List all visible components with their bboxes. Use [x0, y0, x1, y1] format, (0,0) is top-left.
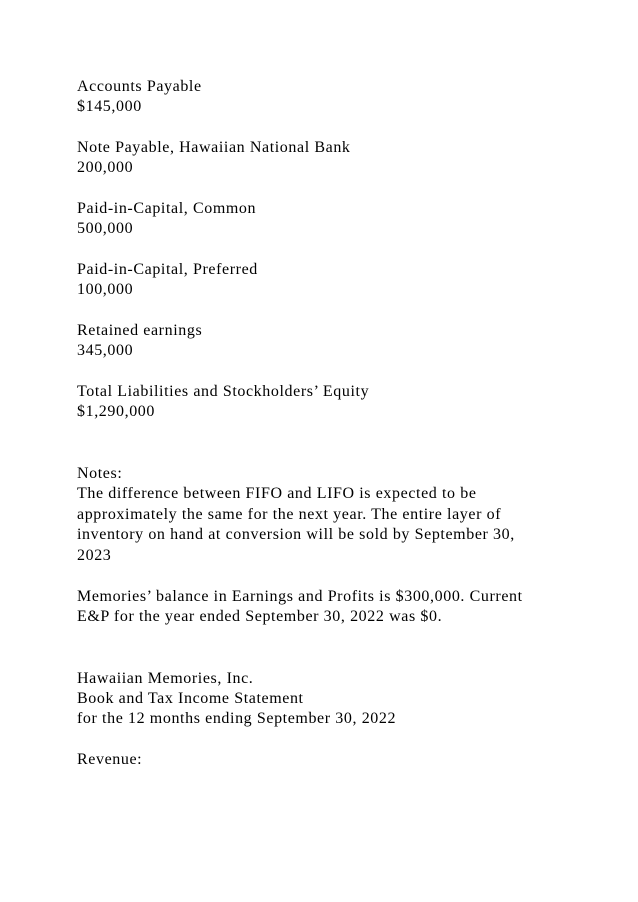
total-liabilities-label: Total Liabilities and Stockholders’ Equity	[77, 383, 370, 400]
accounts-payable-value: $145,000	[77, 98, 142, 115]
notes-para2-line: Memories’ balance in Earnings and Profits is $300,000. Current	[77, 588, 523, 605]
note-payable-value: 200,000	[77, 159, 134, 176]
revenue-label: Revenue:	[77, 751, 143, 768]
retained-earnings-label: Retained earnings	[77, 322, 203, 339]
accounts-payable-label: Accounts Payable	[77, 78, 202, 95]
retained-earnings-value: 345,000	[77, 342, 134, 359]
pic-common-value: 500,000	[77, 220, 134, 237]
notes-para1-line: approximately the same for the next year. The entire layer of	[77, 506, 502, 523]
notes-para1-line: inventory on hand at conversion will be sold by September 30,	[77, 526, 515, 543]
total-liabilities-value: $1,290,000	[77, 403, 155, 420]
statement-title: Book and Tax Income Statement	[77, 690, 304, 707]
pic-preferred-value: 100,000	[77, 281, 134, 298]
pic-common-label: Paid-in-Capital, Common	[77, 200, 257, 217]
pic-preferred-label: Paid-in-Capital, Preferred	[77, 261, 258, 278]
notes-para1-line: The difference between FIFO and LIFO is expected to be	[77, 485, 477, 502]
statement-period: for the 12 months ending September 30, 2022	[77, 710, 397, 727]
notes-para1-line: 2023	[77, 547, 112, 564]
note-payable-label: Note Payable, Hawaiian National Bank	[77, 139, 351, 156]
company-name: Hawaiian Memories, Inc.	[77, 670, 254, 687]
notes-para2-line: E&P for the year ended September 30, 2022 was $0.	[77, 608, 443, 625]
notes-heading: Notes:	[77, 465, 123, 482]
